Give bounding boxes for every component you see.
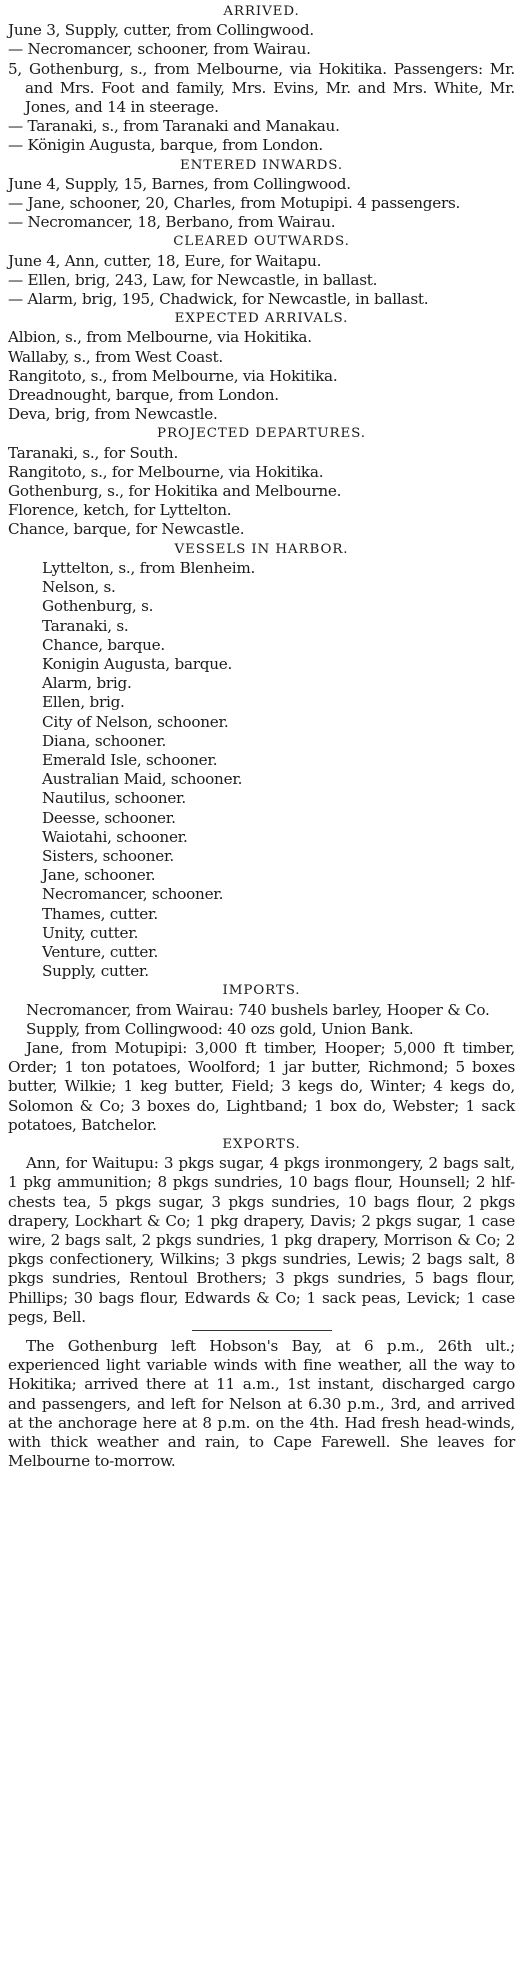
list-item: Dreadnought, barque, from London. [8,386,279,405]
list-item: Florence, ketch, for Lyttelton. [8,501,232,520]
list-item: Emerald Isle, schooner. [42,750,218,769]
section-heading: PROJECTED DEPARTURES. [157,426,366,442]
list-item: Albion, s., from Melbourne, via Hokitika. [8,328,312,347]
list-item: — Necromancer, 18, Berbano, from Wairau. [8,213,336,232]
list-item: Necromancer, from Wairau: 740 bushels barley, Hooper & Co. [26,1000,490,1019]
projected-departures-section [8,424,515,539]
section-heading: EXPECTED ARRIVALS. [174,311,349,327]
list-item: Supply, cutter. [42,962,149,981]
list-item: Waiotahi, schooner. [42,827,188,846]
list-item: — Necromancer, schooner, from Wairau. [8,40,311,59]
ship-report-paragraph: The Gothenburg left Hobson's Bay, at 6 p.m., 26th ult.; experienced light variable winds with fine weather, all the way to Hokitika; arrived there at 11 a.m., 1st instant, discharged cargo and passengers, and left for Nelson at 6.30 p.m., 3rd, and arrived at the anchorage here at 8 p.m. on the 4th. Had fresh head-winds, with thick weather and rain, to Cape Farewell. She leaves for Melbourne to-morrow. [8,1337,515,1471]
list-item: Unity, cutter. [42,923,139,942]
divider [192,1330,332,1331]
list-item: Diana, schooner. [42,731,167,750]
list-item: City of Nelson, schooner. [42,712,229,731]
list-item: Supply, from Collingwood: 40 ozs gold, Union Bank. [26,1019,414,1038]
list-item: Gothenburg, s., for Hokitika and Melbourne. [8,482,342,501]
list-item: Rangitoto, s., from Melbourne, via Hokitika. [8,366,338,385]
list-item: Ann, for Waitupu: 3 pkgs sugar, 4 pkgs ironmongery, 2 bags salt, 1 pkg ammunition; 8 pkgs sundries, 10 bags flour, Hounsell; 2 hlf-chests tea, 5 pkgs sugar, 3 pkgs sundries, 10 bags flour, 2 pkgs drapery, Lockhart & Co; 1 pkg drapery, Davis; 2 pkgs sugar, 1 case wire, 2 bags salt, 2 pkgs sundries, 1 pkg drapery, Morrison & Co; 2 pkgs confectionery, Wilkins; 3 pkgs sundries, Lewis; 2 bags salt, 8 pkgs sundries, Rentoul Brothers; 3 pkgs sundries, 5 bags flour, Phillips; 30 bags flour, Edwards & Co; 1 sack peas, Levick; 1 case pegs, Bell. [8,1154,515,1326]
list-item: June 4, Supply, 15, Barnes, from Collingwood. [8,174,351,193]
list-item: Australian Maid, schooner. [42,770,243,789]
list-item: Taranaki, s., for South. [8,443,179,462]
list-item: Wallaby, s., from West Coast. [8,347,223,366]
list-item: — Königin Augusta, barque, from London. [8,136,323,155]
list-item: — Jane, schooner, 20, Charles, from Motupipi. 4 passengers. [8,194,461,213]
list-item: — Taranaki, s., from Taranaki and Manakau. [8,117,340,136]
section-heading: IMPORTS. [222,983,301,999]
list-item: June 3, Supply, cutter, from Collingwood. [8,21,314,40]
list-item: Rangitoto, s., for Melbourne, via Hokitika. [8,462,324,481]
list-item: Nautilus, schooner. [42,789,186,808]
arrived-section [8,2,515,156]
list-item: Taranaki, s. [42,616,129,635]
entered-inwards-section [8,156,515,233]
list-item: Venture, cutter. [42,942,159,961]
list-item: Chance, barque, for Newcastle. [8,520,245,539]
expected-arrivals-section [8,309,515,424]
list-item: Gothenburg, s. [42,597,154,616]
list-item: Deva, brig, from Newcastle. [8,405,218,424]
list-item: Jane, from Motupipi: 3,000 ft timber, Hooper; 5,000 ft timber, Order; 1 ton potatoes, Woolford; 1 jar butter, Richmond; 5 boxes butter, Wilkie; 1 keg butter, Field; 3 kegs do, Winter; 4 kegs do, Solomon & Co; 3 boxes do, Lightband; 1 box do, Webster; 1 sack potatoes, Batchelor. [8,1038,515,1134]
list-item: — Alarm, brig, 195, Chadwick, for Newcastle, in ballast. [8,290,429,309]
cleared-outwards-section [8,232,515,309]
list-item: June 4, Ann, cutter, 18, Eure, for Waitapu. [8,251,322,270]
section-heading: ARRIVED. [223,4,300,19]
list-item: Konigin Augusta, barque. [42,654,233,673]
section-heading: CLEARED OUTWARDS. [173,234,350,250]
list-item: Alarm, brig. [42,674,132,693]
imports-section [8,981,515,1135]
section-heading: VESSELS IN HARBOR. [174,541,349,557]
list-item: Ellen, brig. [42,693,125,712]
list-item: Sisters, schooner. [42,846,174,865]
list-item: Nelson, s. [42,578,116,597]
list-item: Lyttelton, s., from Blenheim. [42,558,256,577]
list-item: Deesse, schooner. [42,808,176,827]
vessels-in-harbor-section [8,540,515,982]
list-item: Chance, barque. [42,635,165,654]
list-item: — Ellen, brig, 243, Law, for Newcastle, in ballast. [8,270,378,289]
list-item: Necromancer, schooner. [42,885,224,904]
section-heading: ENTERED INWARDS. [180,157,343,173]
exports-section [8,1135,515,1327]
section-heading: EXPORTS. [222,1136,301,1152]
list-item: Jane, schooner. [42,866,156,885]
list-item: Thames, cutter. [42,904,158,923]
list-item: 5, Gothenburg, s., from Melbourne, via Hokitika. Passengers: Mr. and Mrs. Foot and family, Mrs. Evins, Mr. and Mrs. White, Mr. Jones, and 14 in steerage. [8,59,515,117]
